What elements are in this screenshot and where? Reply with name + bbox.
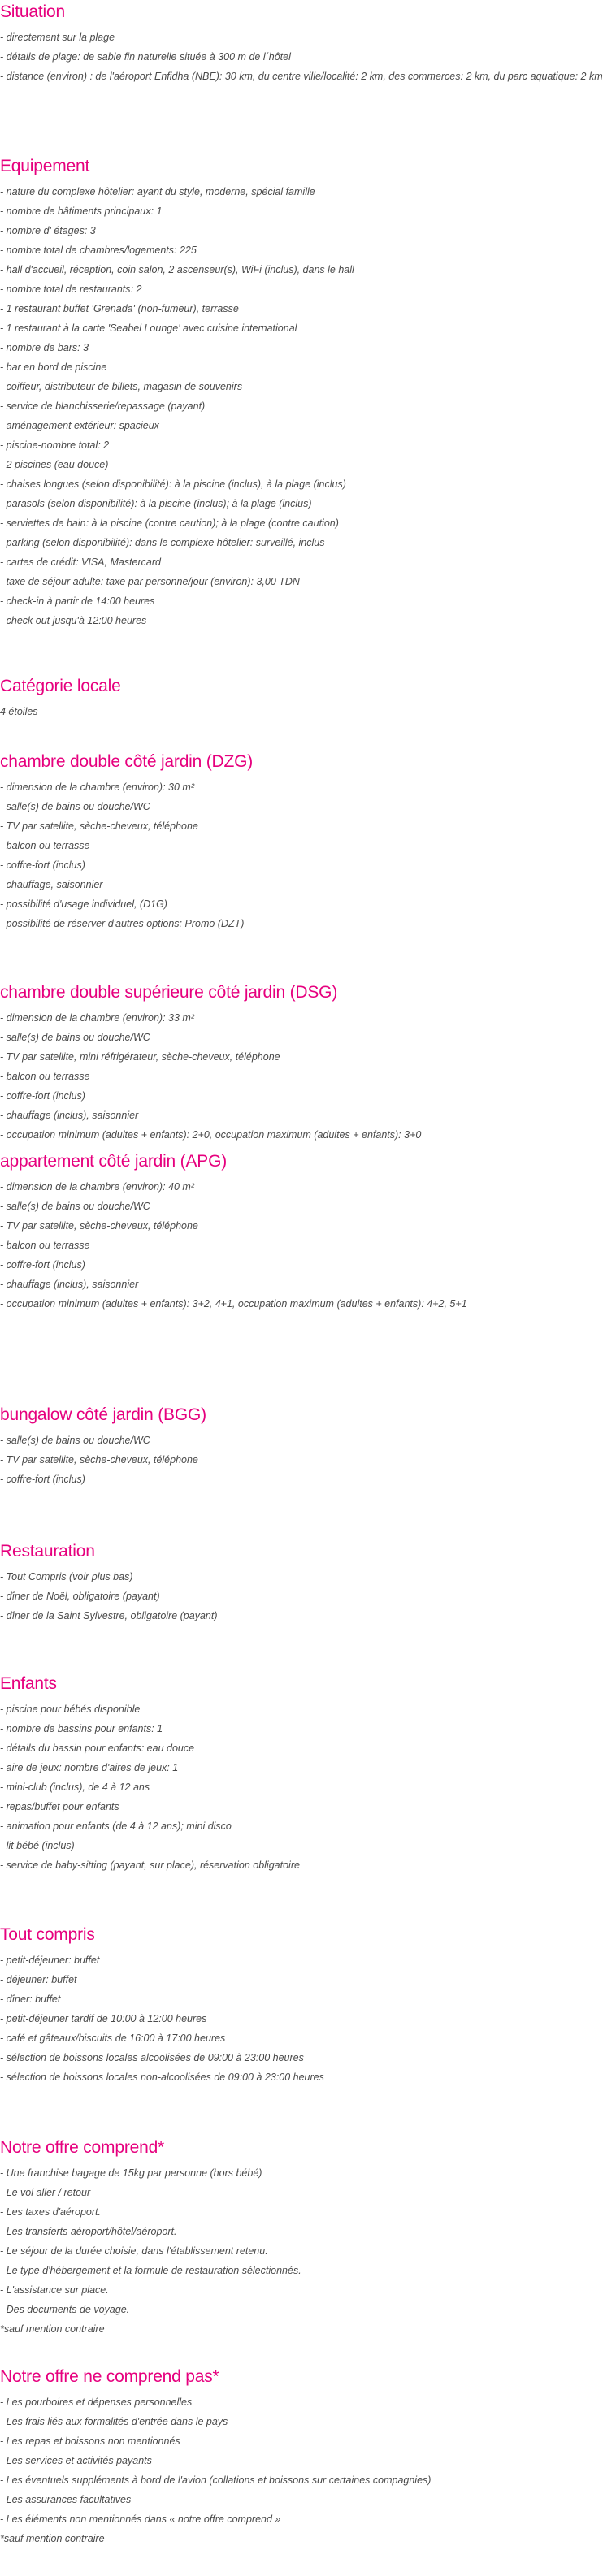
detail-line: - repas/buffet pour enfants [0,1801,119,1812]
detail-line: - balcon ou terrasse [0,1240,90,1251]
section-heading: Situation [0,2,65,21]
detail-line: - nombre total de chambres/logements: 225 [0,245,197,256]
detail-line: - hall d'accueil, réception, coin salon, 2 ascenseur(s), WiFi (inclus), dans le hall [0,264,354,275]
section-heading: Notre offre ne comprend pas* [0,2367,219,2386]
section-room-apg [0,1152,609,1314]
detail-line: - aire de jeux: nombre d'aires de jeux: 1 [0,1762,179,1773]
detail-line: - salle(s) de bains ou douche/WC [0,801,150,812]
detail-line: - Les services et activités payants [0,2455,152,2466]
detail-list [0,2392,609,2548]
detail-line: - Les pourboires et dépenses personnelles [0,2396,193,2408]
detail-line: - dimension de la chambre (environ): 30 m² [0,781,194,793]
detail-line: - déjeuner: buffet [0,1974,77,1985]
detail-line: - nombre d' étages: 3 [0,225,96,236]
section-heading: Notre offre comprend* [0,2138,165,2157]
detail-line: - dîner de la Saint Sylvestre, obligatoire (payant) [0,1610,218,1621]
detail-line: - distance (environ) : de l'aéroport Enfidha (NBE): 30 km, du centre ville/localité: 2 km, des commerces: 2 km, du parc aquatique: 2 km [0,71,603,82]
detail-line: - TV par satellite, mini réfrigérateur, sèche-cheveux, téléphone [0,1051,280,1063]
detail-line: - parking (selon disponibilité): dans le complexe hôtelier: surveillé, inclus [0,537,325,548]
detail-line: - dimension de la chambre (environ): 40 m² [0,1181,194,1193]
detail-line: - service de baby-sitting (payant, sur place), réservation obligatoire [0,1859,300,1871]
detail-line: - TV par satellite, sèche-cheveux, téléphone [0,1454,198,1466]
detail-line: - salle(s) de bains ou douche/WC [0,1032,150,1043]
section-enfants [0,1674,609,1875]
section-room-bgg [0,1405,609,1489]
detail-line: - balcon ou terrasse [0,840,90,851]
detail-line: - dîner de Noël, obligatoire (payant) [0,1591,160,1602]
detail-line: - Les éléments non mentionnés dans « notre offre comprend » [0,2513,281,2525]
section-heading: chambre double supérieure côté jardin (DSG) [0,983,338,1002]
detail-line: - café et gâteaux/biscuits de 16:00 à 17:00 heures [0,2033,226,2044]
detail-line: - Tout Compris (voir plus bas) [0,1571,133,1582]
detail-line: - possibilité de réserver d'autres options: Promo (DZT) [0,918,245,929]
detail-line: - animation pour enfants (de 4 à 12 ans); mini disco [0,1821,232,1832]
detail-line: - nature du complexe hôtelier: ayant du style, moderne, spécial famille [0,186,315,197]
detail-list [0,182,609,630]
section-tout-compris [0,1925,609,2087]
detail-line: - TV par satellite, sèche-cheveux, téléphone [0,820,198,832]
detail-line: *sauf mention contraire [0,2323,105,2335]
section-offre-ne-comprend-pas [0,2367,609,2548]
section-room-dsg [0,983,609,1145]
detail-line: - Le type d'hébergement et la formule de restauration sélectionnés. [0,2265,301,2276]
detail-line: - Les taxes d'aéroport. [0,2206,101,2218]
detail-line: - parasols (selon disponibilité): à la piscine (inclus); à la plage (inclus) [0,498,312,509]
detail-line: - chaises longues (selon disponibilité): à la piscine (inclus), à la plage (inclus) [0,478,346,490]
detail-line: 4 étoiles [0,706,38,717]
detail-line: - coiffeur, distributeur de billets, magasin de souvenirs [0,381,243,392]
detail-list [0,1950,609,2087]
detail-line: - piscine pour bébés disponible [0,1704,141,1715]
detail-line: - check-in à partir de 14:00 heures [0,595,155,607]
detail-line: - coffre-fort (inclus) [0,1090,85,1102]
section-heading: appartement côté jardin (APG) [0,1152,228,1171]
section-heading: chambre double côté jardin (DZG) [0,752,254,771]
detail-list [0,1431,609,1489]
detail-line: - bar en bord de piscine [0,362,107,373]
detail-line: - 2 piscines (eau douce) [0,459,109,470]
section-restauration [0,1542,609,1626]
section-offre-comprend [0,2138,609,2339]
detail-line: - Les transferts aéroport/hôtel/aéroport. [0,2226,177,2237]
detail-line: - L'assistance sur place. [0,2284,109,2296]
section-room-dzg [0,752,609,933]
detail-line: - nombre de bassins pour enfants: 1 [0,1723,163,1734]
section-situation [0,2,609,86]
detail-line: - Les éventuels suppléments à bord de l'avion (collations et boissons sur certaines compagnies) [0,2474,432,2486]
detail-line: - nombre de bâtiments principaux: 1 [0,206,163,217]
detail-line: - lit bébé (inclus) [0,1840,75,1851]
section-heading: Enfants [0,1674,57,1693]
section-equipement [0,157,609,630]
detail-line: - nombre total de restaurants: 2 [0,284,142,295]
detail-line: - mini-club (inclus), de 4 à 12 ans [0,1782,150,1793]
detail-line: - serviettes de bain: à la piscine (contre caution); à la plage (contre caution) [0,517,339,529]
section-heading: bungalow côté jardin (BGG) [0,1405,206,1424]
detail-line: - dîner: buffet [0,1994,61,2005]
detail-line: - petit-déjeuner tardif de 10:00 à 12:00 heures [0,2013,207,2024]
detail-line: - 1 restaurant à la carte 'Seabel Lounge' avec cuisine international [0,323,297,334]
detail-line: - dimension de la chambre (environ): 33 m² [0,1012,194,1024]
detail-line: - Les frais liés aux formalités d'entrée dans le pays [0,2416,228,2427]
detail-list [0,1177,609,1314]
section-heading: Catégorie locale [0,677,121,695]
detail-line: - salle(s) de bains ou douche/WC [0,1201,150,1212]
detail-line: - chauffage (inclus), saisonnier [0,1279,139,1290]
detail-line: - sélection de boissons locales alcoolisées de 09:00 à 23:00 heures [0,2052,304,2063]
detail-line: - nombre de bars: 3 [0,342,89,353]
detail-line: - aménagement extérieur: spacieux [0,420,159,431]
detail-line: - sélection de boissons locales non-alcoolisées de 09:00 à 23:00 heures [0,2072,324,2083]
detail-line: - petit-déjeuner: buffet [0,1955,100,1966]
detail-line: - coffre-fort (inclus) [0,859,85,871]
detail-line: - occupation minimum (adultes + enfants): 2+0, occupation maximum (adultes + enfants): 3+0 [0,1129,422,1141]
detail-line: - directement sur la plage [0,32,115,43]
detail-line: - TV par satellite, sèche-cheveux, téléphone [0,1220,198,1232]
detail-line: - balcon ou terrasse [0,1071,90,1082]
detail-line: - possibilité d'usage individuel, (D1G) [0,898,167,910]
detail-line: - détails du bassin pour enfants: eau douce [0,1743,195,1754]
detail-list [0,777,609,933]
detail-line: - chauffage, saisonnier [0,879,103,890]
detail-line: - taxe de séjour adulte: taxe par personne/jour (environ): 3,00 TDN [0,576,300,587]
detail-line: - check out jusqu'à 12:00 heures [0,615,147,626]
detail-line: - Une franchise bagage de 15kg par personne (hors bébé) [0,2167,262,2179]
section-heading: Equipement [0,157,90,175]
detail-line: - Les assurances facultatives [0,2494,132,2505]
detail-line: - coffre-fort (inclus) [0,1474,85,1485]
section-heading: Restauration [0,1542,95,1561]
detail-list [0,1567,609,1626]
detail-line: - salle(s) de bains ou douche/WC [0,1435,150,1446]
detail-list [0,28,609,86]
detail-list [0,1008,609,1145]
detail-line: - coffre-fort (inclus) [0,1259,85,1271]
detail-line: - Le vol aller / retour [0,2187,91,2198]
detail-line: - occupation minimum (adultes + enfants): 3+2, 4+1, occupation maximum (adultes + enfants): 4+2, 5+1 [0,1298,467,1310]
detail-line: - Le séjour de la durée choisie, dans l'établissement retenu. [0,2245,268,2257]
detail-line: - piscine-nombre total: 2 [0,439,110,451]
detail-line: - détails de plage: de sable fin naturelle située à 300 m de l´hôtel [0,51,291,63]
detail-list [0,2163,609,2339]
detail-line: - 1 restaurant buffet 'Grenada' (non-fumeur), terrasse [0,303,239,314]
detail-line: - chauffage (inclus), saisonnier [0,1110,139,1121]
section-categorie-locale [0,677,609,721]
section-heading: Tout compris [0,1925,95,1944]
detail-line: - Des documents de voyage. [0,2304,130,2315]
detail-list [0,702,609,721]
detail-list [0,1699,609,1875]
detail-line: - Les repas et boissons non mentionnés [0,2435,180,2447]
detail-line: *sauf mention contraire [0,2533,105,2544]
detail-line: - service de blanchisserie/repassage (payant) [0,400,206,412]
detail-line: - cartes de crédit: VISA, Mastercard [0,556,161,568]
